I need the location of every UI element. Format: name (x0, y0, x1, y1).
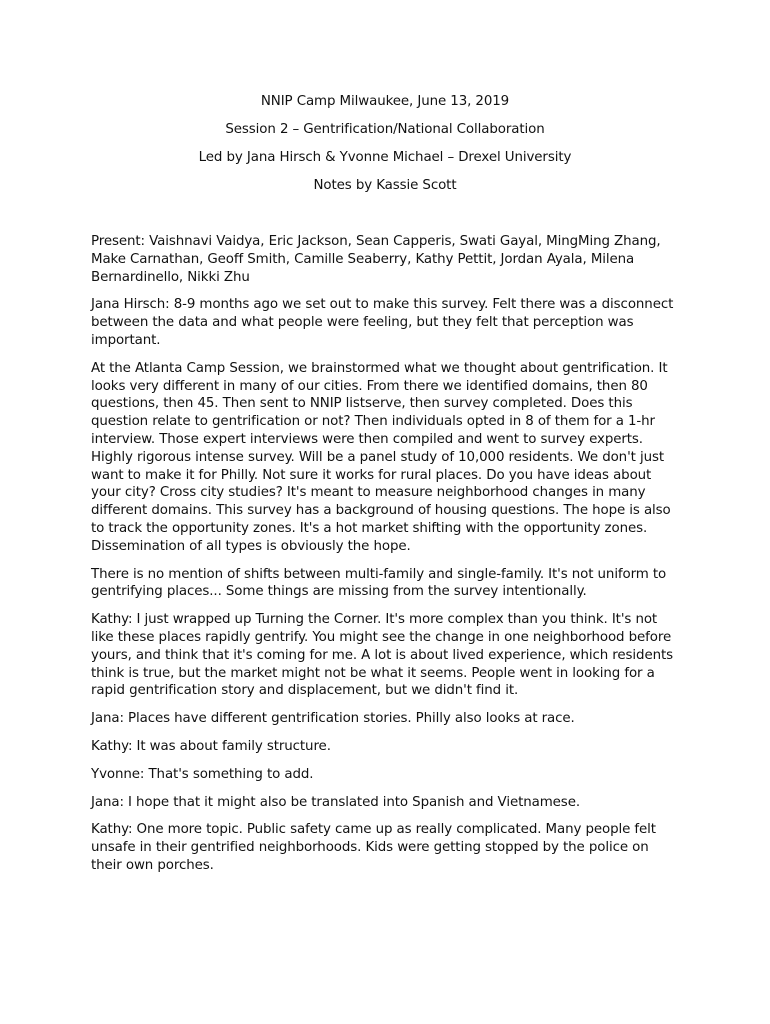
notes-paragraph: Jana: I hope that it might also be translated into Spanish and Vietnamese. (91, 794, 580, 810)
document-header (0, 93, 770, 205)
notes-paragraph: Jana: Places have different gentrification stories. Philly also looks at race. (91, 711, 575, 727)
session-title: Session 2 – Gentrification/National Collaboration (225, 122, 545, 137)
event-title: NNIP Camp Milwaukee, June 13, 2019 (260, 94, 510, 109)
document-body (91, 233, 681, 885)
session-leaders: Led by Jana Hirsch & Yvonne Michael – Drexel University (198, 150, 572, 165)
note-author: Notes by Kassie Scott (313, 178, 457, 193)
attendees-paragraph: Present: Vaishnavi Vaidya, Eric Jackson, Sean Capperis, Swati Gayal, MingMing Zhang, Make Carnathan, Geoff Smith, Camille Seaberry, Kathy Pettit, Jordan Ayala, Milena Bernardinello, Nikki Zhu (91, 234, 661, 285)
notes-paragraph: Jana Hirsch: 8-9 months ago we set out to make this survey. Felt there was a disconnect between the data and what people were feeling, but they felt that perception was important. (91, 297, 674, 348)
notes-paragraph: Kathy: One more topic. Public safety came up as really complicated. Many people felt unsafe in their gentrified neighborhoods. Kids were getting stopped by the police on their own porches. (91, 822, 656, 873)
notes-paragraph: There is no mention of shifts between multi-family and single-family. It's not uniform to gentrifying places... Some things are missing from the survey intentionally. (91, 566, 667, 600)
notes-paragraph: Kathy: I just wrapped up Turning the Corner. It's more complex than you think. It's not like these places rapidly gentrify. You might see the change in one neighborhood before yours, and think that it's coming for me. A lot is about lived experience, which residents think is true, but the market might not be what it seems. People went in looking for a rapid gentrification story and displacement, but we didn't find it. (91, 612, 673, 699)
notes-paragraph: Yvonne: That's something to add. (91, 766, 314, 782)
notes-paragraph: At the Atlanta Camp Session, we brainstormed what we thought about gentrification. It looks very different in many of our cities. From there we identified domains, then 80 questions, then 45. Then sent to NNIP listserve, then survey completed. Does this question relate to gentrification or not? Then individuals opted in 8 of them for a 1-hr interview. Those expert interviews were then compiled and went to survey experts. Highly rigorous intense survey. Will be a panel study of 10,000 residents. We don't just want to make it for Philly. Not sure it works for rural places. Do you have ideas about your city? Cross city studies? It's meant to measure neighborhood changes in many different domains. This survey has a background of housing questions. The hope is also to track the opportunity zones. It's a hot market shifting with the opportunity zones. Dissemination of all types is obviously the hope. (91, 360, 671, 554)
notes-paragraph: Kathy: It was about family structure. (91, 738, 331, 754)
